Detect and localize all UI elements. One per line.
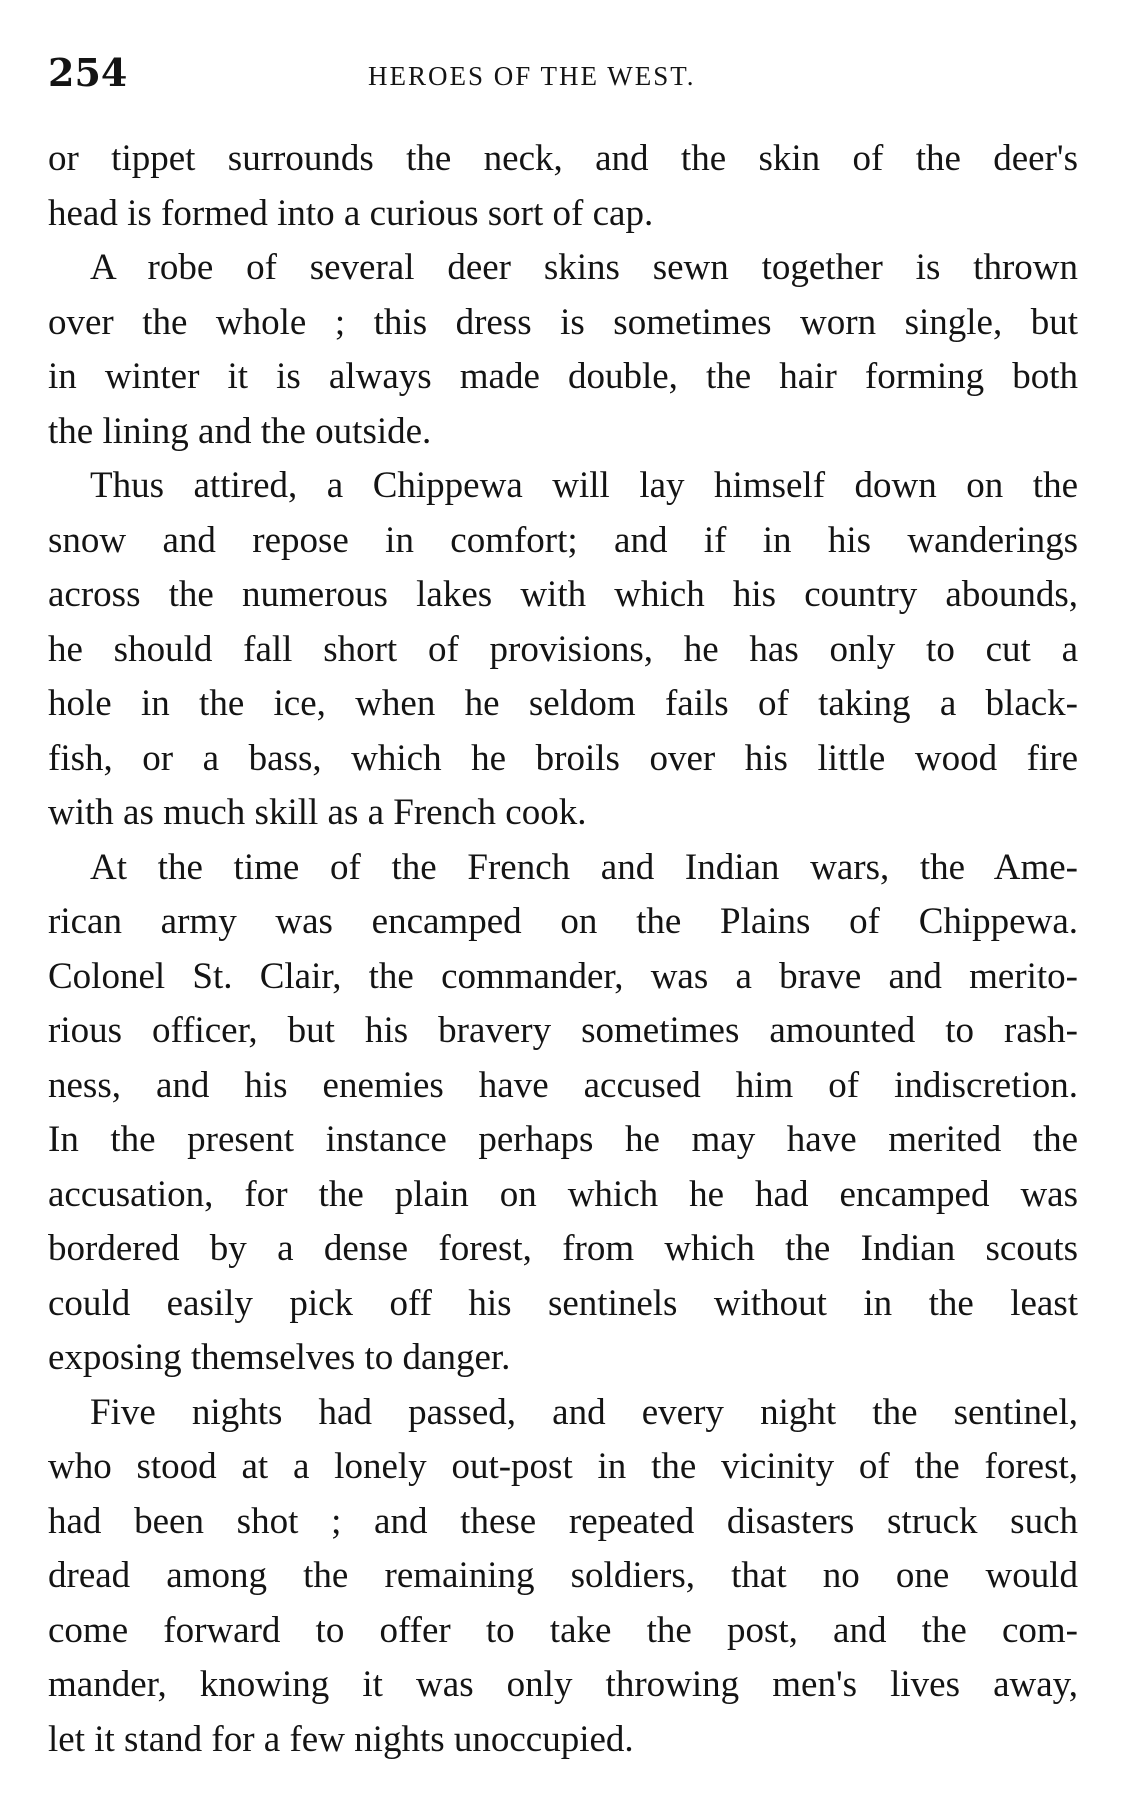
paragraph [48, 841, 1078, 1386]
paragraph [48, 459, 1078, 841]
text-line: across the numerous lakes with which his country abounds, [48, 574, 1078, 615]
text-line: who stood at a lonely out-post in the vicinity of the forest, [48, 1446, 1078, 1487]
text-line: rious officer, but his bravery sometimes amounted to rash- [48, 1010, 1078, 1051]
text-line: exposing themselves to danger. [48, 1337, 511, 1378]
text-line: A robe of several deer skins sewn together is thrown [90, 247, 1078, 288]
text-line: head is formed into a curious sort of cap. [48, 192, 654, 234]
text-line: In the present instance perhaps he may have merited the [48, 1119, 1078, 1160]
text-line: Five nights had passed, and every night the sentinel, [90, 1391, 1078, 1433]
body-text [48, 132, 1078, 1767]
text-line: or tippet surrounds the neck, and the skin of the deer's [48, 138, 1078, 179]
text-line: rican army was encamped on the Plains of Chippewa. [48, 901, 1078, 942]
text-line: fish, or a bass, which he broils over his little wood fire [48, 737, 1078, 779]
text-line: come forward to offer to take the post, and the com- [48, 1609, 1078, 1651]
text-line: the lining and the outside. [48, 410, 432, 452]
text-line: mander, knowing it was only throwing men's lives away, [48, 1664, 1078, 1705]
paragraph [48, 1386, 1078, 1768]
text-line: over the whole ; this dress is sometimes worn single, but [48, 301, 1078, 343]
text-line: with as much skill as a French cook. [48, 792, 587, 833]
text-line: could easily pick off his sentinels without in the least [48, 1282, 1078, 1324]
text-line: he should fall short of provisions, he has only to cut a [48, 628, 1078, 670]
running-title: HEROES OF THE WEST. [368, 61, 696, 91]
page-number: 254 [48, 50, 128, 95]
text-line: At the time of the French and Indian wars, the Ame- [90, 846, 1078, 888]
paragraph [48, 132, 1078, 241]
paragraph [48, 241, 1078, 459]
text-line: hole in the ice, when he seldom fails of taking a black- [48, 683, 1078, 724]
text-line: dread among the remaining soldiers, that no one would [48, 1555, 1078, 1596]
text-line: bordered by a dense forest, from which the Indian scouts [48, 1228, 1078, 1269]
text-line: Thus attired, a Chippewa will lay himself down on the [90, 465, 1078, 506]
text-line: had been shot ; and these repeated disasters struck such [48, 1500, 1078, 1542]
text-line: accusation, for the plain on which he had encamped was [48, 1173, 1078, 1215]
running-head [48, 48, 1088, 98]
text-line: Colonel St. Clair, the commander, was a brave and merito- [48, 955, 1078, 997]
text-line: snow and repose in comfort; and if in his wanderings [48, 519, 1078, 561]
text-line: in winter it is always made double, the hair forming both [48, 356, 1078, 397]
text-line: let it stand for a few nights unoccupied. [48, 1718, 634, 1760]
text-line: ness, and his enemies have accused him of indiscretion. [48, 1064, 1078, 1106]
